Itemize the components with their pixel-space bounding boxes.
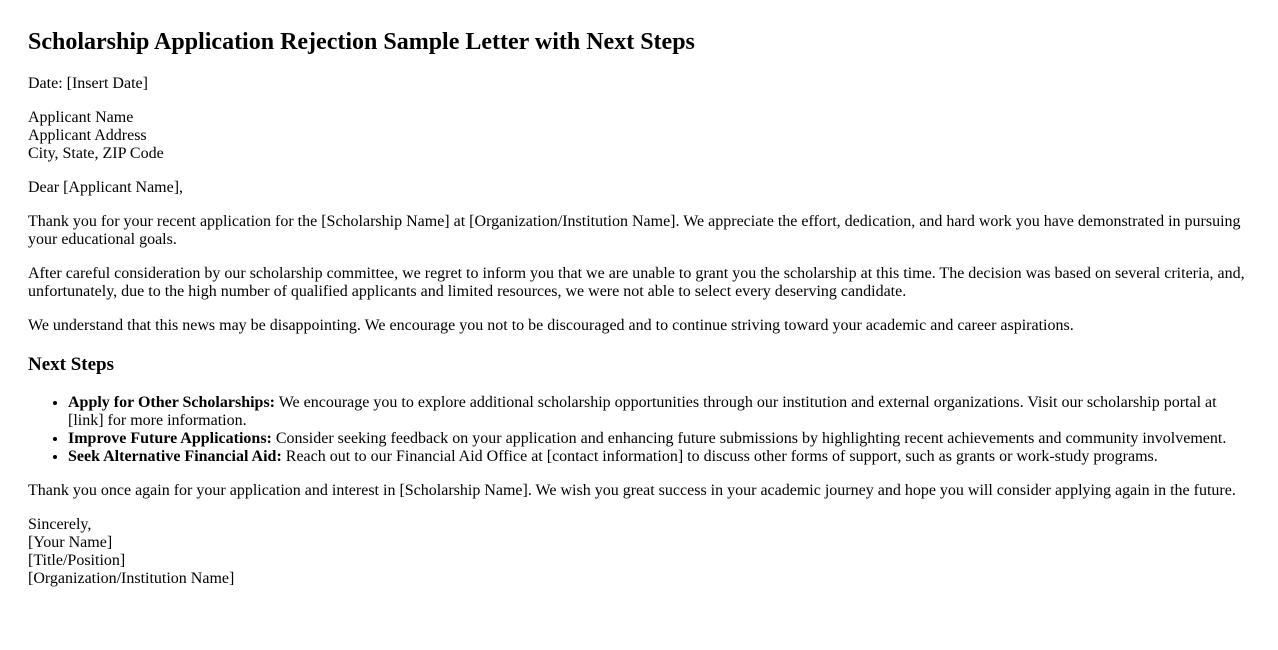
list-item <box>68 430 1250 448</box>
page-title: Scholarship Application Rejection Sample Letter with Next Steps <box>28 29 695 55</box>
list-item-label: Improve Future Applications: <box>68 430 272 447</box>
list-item <box>68 448 1250 466</box>
signature-block <box>28 516 1250 588</box>
signature-organization: [Organization/Institution Name] <box>28 570 235 587</box>
paragraph-decision: After careful consideration by our scholarship committee, we regret to inform you that we are unable to grant you the scholarship at this time. The decision was based on several criteria, and, unfortunately, due to the high number of qualified applicants and limited resources, we were not able to select every deserving candidate. <box>28 265 1245 300</box>
list-item <box>68 394 1250 430</box>
list-item-text: Reach out to our Financial Aid Office at [contact information] to discuss other forms of support, such as grants or work-study programs. <box>281 448 1158 465</box>
closing-paragraph: Thank you once again for your application and interest in [Scholarship Name]. We wish you great success in your academic journey and hope you will consider applying again in the future. <box>28 482 1236 499</box>
paragraph-intro: Thank you for your recent application for the [Scholarship Name] at [Organization/Institution Name]. We appreciate the effort, dedication, and hard work you have demonstrated in pursuing your educational goals. <box>28 213 1241 248</box>
salutation: Dear [Applicant Name], <box>28 179 184 196</box>
applicant-address-block <box>28 109 1250 163</box>
paragraph-encouragement: We understand that this news may be disappointing. We encourage you not to be discouraged and to continue striving toward your academic and career aspirations. <box>28 317 1074 334</box>
signature-closing: Sincerely, <box>28 516 92 533</box>
applicant-city-state-zip: City, State, ZIP Code <box>28 145 164 162</box>
signature-title: [Title/Position] <box>28 552 126 569</box>
next-steps-list <box>28 394 1250 466</box>
list-item-label: Apply for Other Scholarships: <box>68 394 275 411</box>
applicant-name: Applicant Name <box>28 109 134 126</box>
next-steps-heading: Next Steps <box>28 354 115 375</box>
list-item-text: Consider seeking feedback on your application and enhancing future submissions by highlighting recent achievements and community involvement. <box>271 430 1227 447</box>
list-item-label: Seek Alternative Financial Aid: <box>68 448 282 465</box>
list-item-text: We encourage you to explore additional scholarship opportunities through our institution and external organizations. Visit our scholarship portal at [link] for more information. <box>68 394 1217 429</box>
applicant-address: Applicant Address <box>28 127 147 144</box>
signature-name: [Your Name] <box>28 534 113 551</box>
date-line: Date: [Insert Date] <box>28 75 148 92</box>
